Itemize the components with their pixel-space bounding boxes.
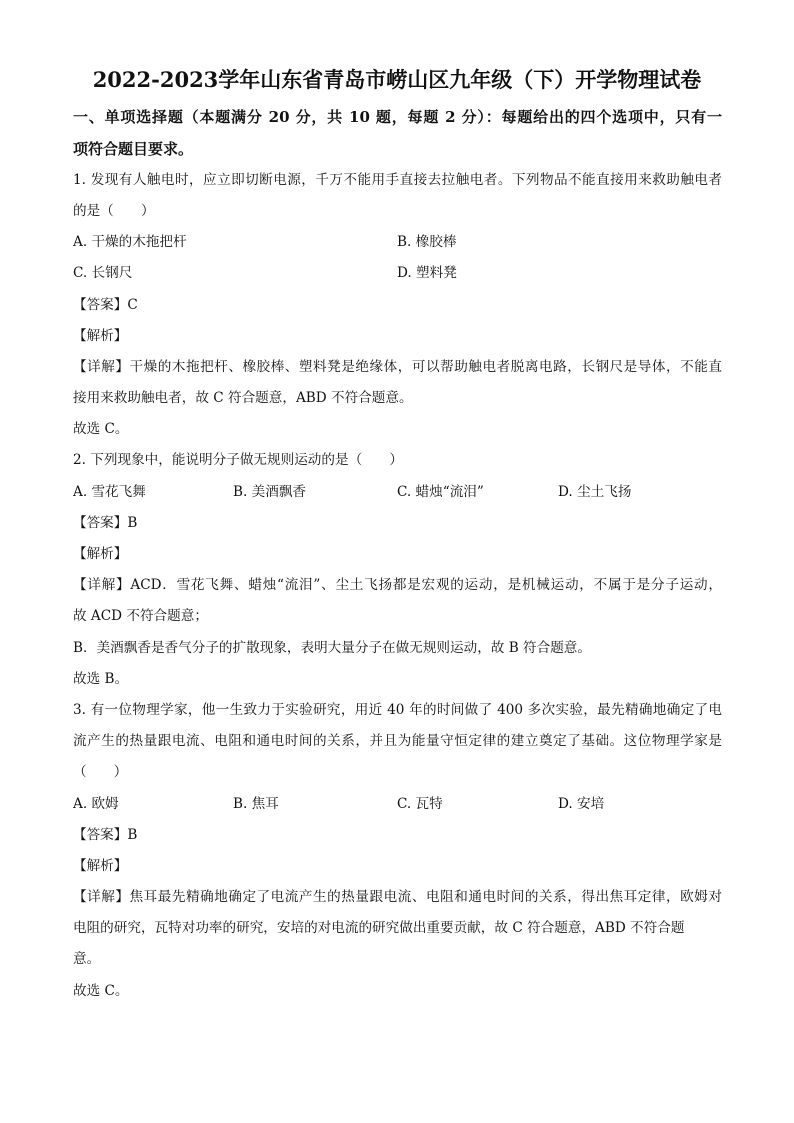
- option-a: A. 雪花飞舞: [73, 483, 146, 500]
- detail-line: 【详解】干燥的木拖把杆、橡胶棒、塑料凳是绝缘体，可以帮助触电者脱离电路，长钢尺是导体，不能直: [73, 358, 722, 375]
- question-stem-line: 3. 有一位物理学家，他一生致力于实验研究，用近 40 年的时间做了 400 多次实验，最先精确地确定了电: [73, 701, 722, 718]
- analysis-label: 【解析】: [73, 857, 128, 874]
- analysis-label: 【解析】: [73, 546, 128, 563]
- section-heading-line: 项符合题目要求。: [73, 139, 194, 158]
- question-2: [73, 445, 722, 695]
- option-c: C. 瓦特: [397, 795, 443, 812]
- option-b: B. 橡胶棒: [397, 234, 457, 251]
- conclusion: 故选 C。: [73, 421, 129, 438]
- answer-value: B: [127, 514, 138, 531]
- section-heading-line: 一、单项选择题（本题满分 20 分，共 10 题，每题 2 分）：每题给出的四个选项中，只有一: [73, 108, 722, 127]
- option-b: B. 焦耳: [233, 795, 279, 812]
- option-d: D. 塑料凳: [397, 265, 457, 282]
- question-stem-line: （ ）: [73, 764, 128, 781]
- page-title: 2022-2023学年山东省青岛市崂山区九年级（下）开学物理试卷: [92, 67, 702, 92]
- answer-label: 【答案】: [73, 514, 128, 531]
- question-stem-line: 的是（ ）: [73, 202, 155, 219]
- option-d: D. 尘土飞扬: [558, 483, 632, 500]
- answer-value: C: [127, 296, 138, 313]
- conclusion: 故选 C。: [73, 982, 129, 999]
- exam-body: [73, 102, 722, 1006]
- option-a: A. 干燥的木拖把杆: [73, 234, 187, 251]
- answer-value: B: [127, 826, 138, 843]
- options-row: [73, 227, 722, 258]
- options-row: [73, 789, 722, 820]
- answer-line: [73, 290, 722, 321]
- question-stem-line: 1. 发现有人触电时，应立即切断电源，千万不能用手直接去拉触电者。下列物品不能直接用来救助触电者: [73, 171, 722, 188]
- options-row: [73, 258, 722, 289]
- option-b: B. 美酒飘香: [233, 483, 307, 500]
- detail-line: 故 ACD 不符合题意；: [73, 608, 208, 625]
- options-row: [73, 477, 722, 508]
- answer-label: 【答案】: [73, 296, 128, 313]
- section-heading: [73, 102, 722, 164]
- option-a: A. 欧姆: [73, 795, 119, 812]
- answer-line: [73, 508, 722, 539]
- question-stem-line: 流产生的热量跟电流、电阻和通电时间的关系，并且为能量守恒定律的建立奠定了基础。这位物理学家是: [73, 733, 722, 750]
- question-stem-line: 2. 下列现象中，能说明分子做无规则运动的是（ ）: [73, 452, 403, 469]
- detail-line: 接用来救助触电者，故 C 符合题意，ABD 不符合题意。: [73, 390, 413, 407]
- conclusion: 故选 B。: [73, 670, 129, 687]
- detail-line: 【详解】焦耳最先精确地确定了电流产生的热量跟电流、电阻和通电时间的关系，得出焦耳定律，欧姆对: [73, 889, 722, 906]
- option-d: D. 安培: [558, 795, 605, 812]
- question-3: [73, 695, 722, 1007]
- analysis-label: 【解析】: [73, 327, 128, 344]
- detail-line: 电阻的研究，瓦特对功率的研究，安培的对电流的研究做出重要贡献，故 C 符合题意，ABD 不符合题: [73, 920, 685, 937]
- option-c: C. 蜡烛“流泪”: [397, 483, 484, 500]
- answer-label: 【答案】: [73, 826, 128, 843]
- detail-line: 意。: [73, 951, 101, 968]
- question-1: [73, 165, 722, 446]
- detail-line: 【详解】ACD．雪花飞舞、蜡烛“流泪”、尘土飞扬都是宏观的运动，是机械运动，不属于是分子运动，: [73, 577, 722, 594]
- detail-line: B．美酒飘香是香气分子的扩散现象，表明大量分子在做无规则运动，故 B 符合题意。: [73, 639, 591, 656]
- option-c: C. 长钢尺: [73, 265, 133, 282]
- answer-line: [73, 820, 722, 851]
